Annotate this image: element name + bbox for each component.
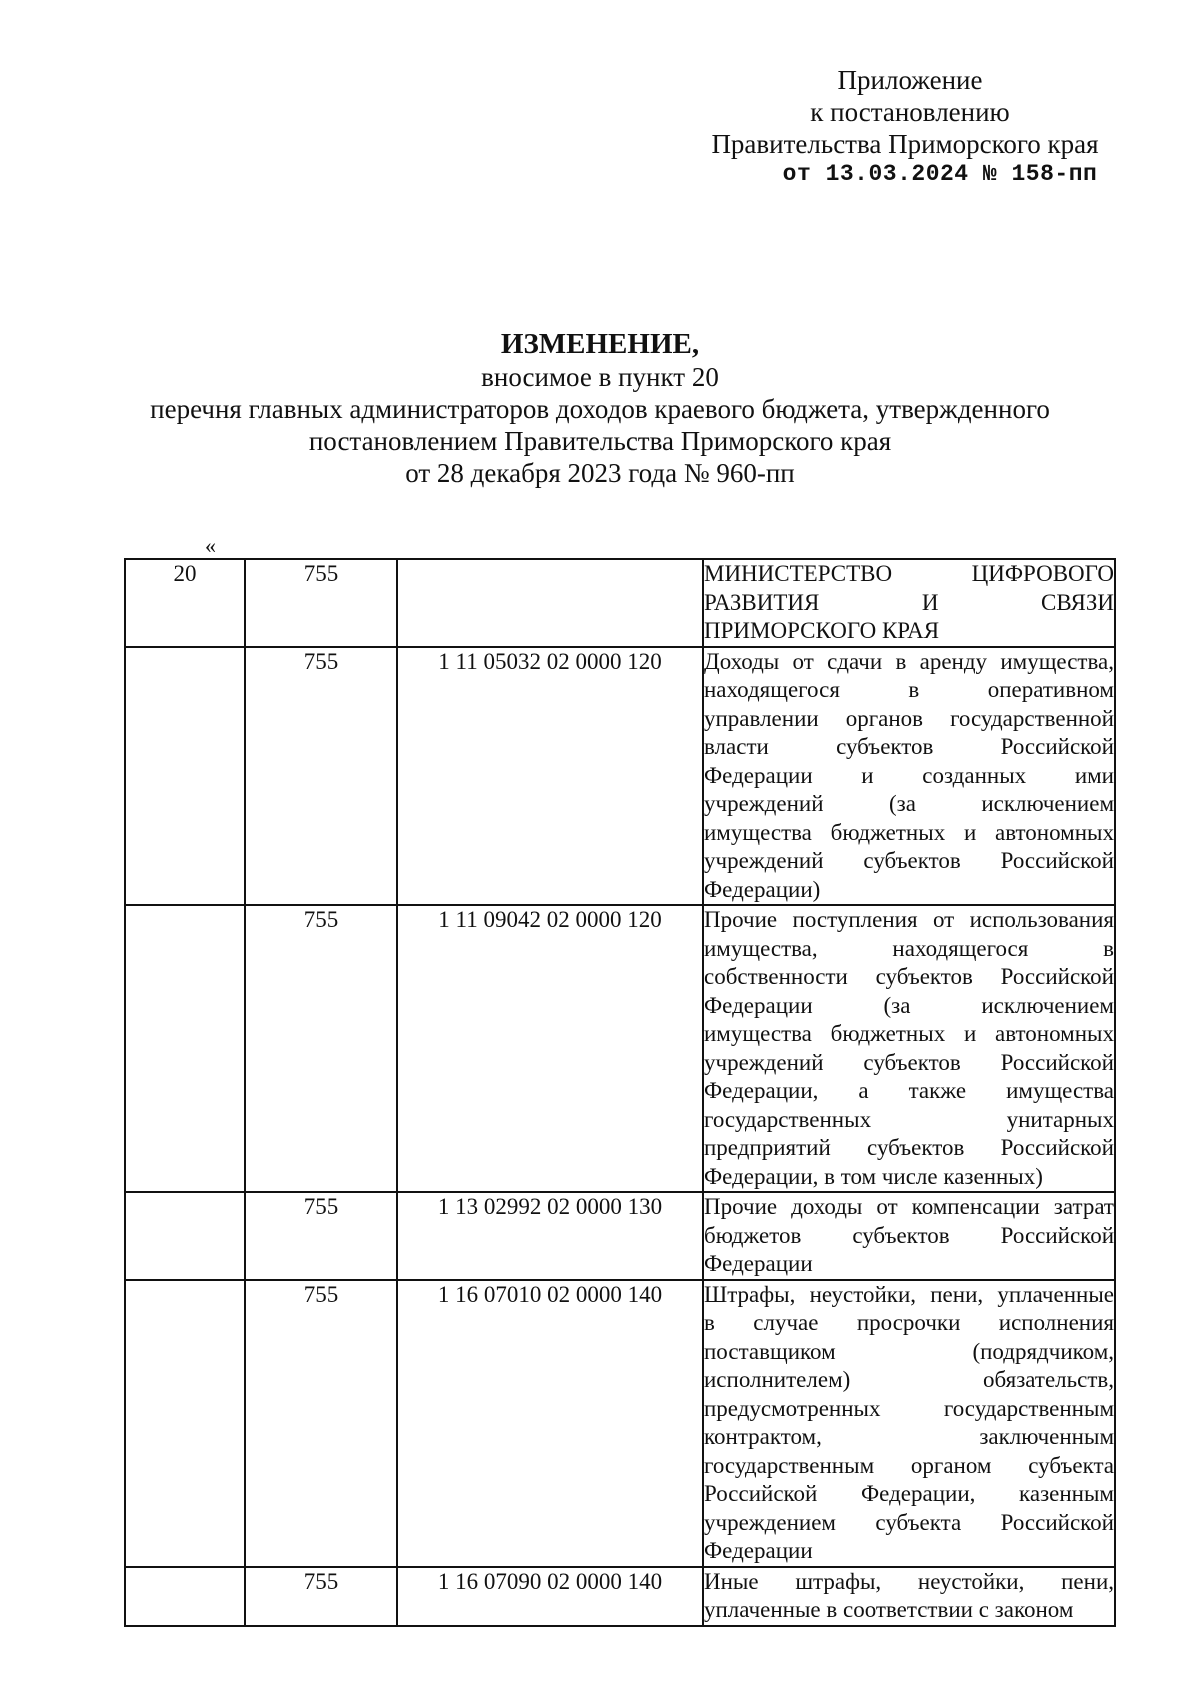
heading-line-4: от 28 декабря 2023 года № 960-пп <box>405 458 795 488</box>
revenue-name-line: Федерации, а также имущества <box>704 1078 1114 1103</box>
admin-code-cell: 755 <box>245 647 397 906</box>
row-number-cell <box>125 1280 245 1567</box>
admin-code-cell: 755 <box>245 1567 397 1626</box>
revenue-name-line: Федерации, в том числе казенных) <box>704 1163 1043 1189</box>
revenue-name-line: Прочие поступления от использования <box>704 907 1114 932</box>
revenue-name-line: Доходы от сдачи в аренду имущества, <box>704 648 1114 674</box>
table-row <box>125 1192 1115 1280</box>
table-row <box>125 1567 1115 1626</box>
opening-quote: « <box>205 533 216 558</box>
appendix-line-2: к постановлению <box>810 97 1010 127</box>
revenue-name-line: находящегося в оперативном <box>704 677 1114 702</box>
revenue-name-line: Штрафы, неустойки, пени, уплаченные <box>704 1281 1114 1307</box>
revenue-name-cell <box>703 559 1115 647</box>
heading-line-2: перечня главных администраторов доходов краевого бюджета, утвержденного <box>150 394 1050 424</box>
revenue-name-line: предусмотренных государственным <box>704 1395 1114 1421</box>
revenue-name-line: бюджетов субъектов Российской <box>704 1222 1114 1248</box>
revenue-name-line: учреждений субъектов Российской <box>704 848 1114 873</box>
revenue-name-cell <box>703 1192 1115 1280</box>
table-row <box>125 905 1115 1192</box>
revenue-name-line: государственным органом субъекта <box>704 1452 1114 1478</box>
revenue-name-line: в случае просрочки исполнения <box>704 1310 1114 1335</box>
appendix-line-1: Приложение <box>837 65 983 95</box>
revenue-name-line: имущества бюджетных и автономных <box>704 1021 1114 1046</box>
admin-code-cell: 755 <box>245 1192 397 1280</box>
revenue-code-cell: 1 11 05032 02 0000 120 <box>397 647 703 906</box>
revenue-name-cell <box>703 1280 1115 1567</box>
revenue-code-cell <box>397 559 703 647</box>
row-number-cell <box>125 1192 245 1280</box>
revenue-name-line: исполнителем) обязательств, <box>704 1367 1114 1392</box>
revenue-name-line: РАЗВИТИЯ И СВЯЗИ <box>704 589 1114 615</box>
resolution-number: от 13.03.2024 № 158-пп <box>782 161 1098 187</box>
revenue-code-cell: 1 13 02992 02 0000 130 <box>397 1192 703 1280</box>
revenue-name-line: Российской Федерации, казенным <box>704 1481 1114 1506</box>
revenue-name-line: учреждений (за исключением <box>704 791 1114 816</box>
revenue-name-cell <box>703 1567 1115 1626</box>
revenue-code-cell: 1 16 07010 02 0000 140 <box>397 1280 703 1567</box>
revenue-name-line: власти субъектов Российской <box>704 734 1114 759</box>
table-row <box>125 1280 1115 1567</box>
revenue-name-line: Федерации) <box>704 876 821 902</box>
heading-line-3: постановлением Правительства Приморского края <box>308 426 892 456</box>
revenue-code-cell: 1 16 07090 02 0000 140 <box>397 1567 703 1626</box>
admin-code-cell: 755 <box>245 905 397 1192</box>
row-number-cell <box>125 647 245 906</box>
revenue-name-line: управлении органов государственной <box>704 705 1114 731</box>
revenue-name-line: ПРИМОРСКОГО КРАЯ <box>704 618 940 643</box>
revenue-name-line: уплаченные в соответствии с законом <box>704 1597 1074 1622</box>
heading-line-1: вносимое в пункт 20 <box>481 362 719 392</box>
revenue-name-line: государственных унитарных <box>704 1106 1114 1132</box>
revenue-name-line: предприятий субъектов Российской <box>704 1135 1114 1160</box>
revenue-name-cell <box>703 647 1115 906</box>
document-heading <box>120 327 1080 489</box>
revenue-name-line: собственности субъектов Российской <box>704 964 1114 989</box>
revenue-name-line: учреждением субъекта Российской <box>704 1509 1114 1535</box>
admin-code-cell: 755 <box>245 1280 397 1567</box>
appendix-line-3: Правительства Приморского края <box>711 129 1099 159</box>
revenue-name-cell <box>703 905 1115 1192</box>
row-number-cell <box>125 1567 245 1626</box>
revenue-name-line: имущества бюджетных и автономных <box>704 819 1114 845</box>
appendix-block <box>700 64 1120 188</box>
document-title: ИЗМЕНЕНИЕ, <box>500 328 700 360</box>
row-number-cell <box>125 905 245 1192</box>
table-row <box>125 647 1115 906</box>
revenue-name-line: контрактом, заключенным <box>704 1424 1114 1449</box>
revenue-name-line: Федерации и созданных ими <box>704 762 1114 788</box>
row-number-cell: 20 <box>125 559 245 647</box>
admin-code-cell: 755 <box>245 559 397 647</box>
revenue-name-line: Прочие доходы от компенсации затрат <box>704 1194 1114 1219</box>
revenue-name-line: учреждений субъектов Российской <box>704 1049 1114 1075</box>
revenue-name-line: Федерации <box>704 1538 813 1563</box>
revenue-name-line: поставщиком (подрядчиком, <box>704 1338 1114 1364</box>
table-body <box>125 559 1115 1626</box>
revenue-name-line: МИНИСТЕРСТВО ЦИФРОВОГО <box>704 561 1114 586</box>
revenue-name-line: имущества, находящегося в <box>704 935 1114 961</box>
revenue-name-line: Федерации <box>704 1251 813 1276</box>
revenue-name-line: Иные штрафы, неустойки, пени, <box>704 1568 1114 1594</box>
revenue-name-line: Федерации (за исключением <box>704 992 1114 1018</box>
revenue-administrators-table <box>124 558 1116 1627</box>
revenue-code-cell: 1 11 09042 02 0000 120 <box>397 905 703 1192</box>
table-row <box>125 559 1115 647</box>
